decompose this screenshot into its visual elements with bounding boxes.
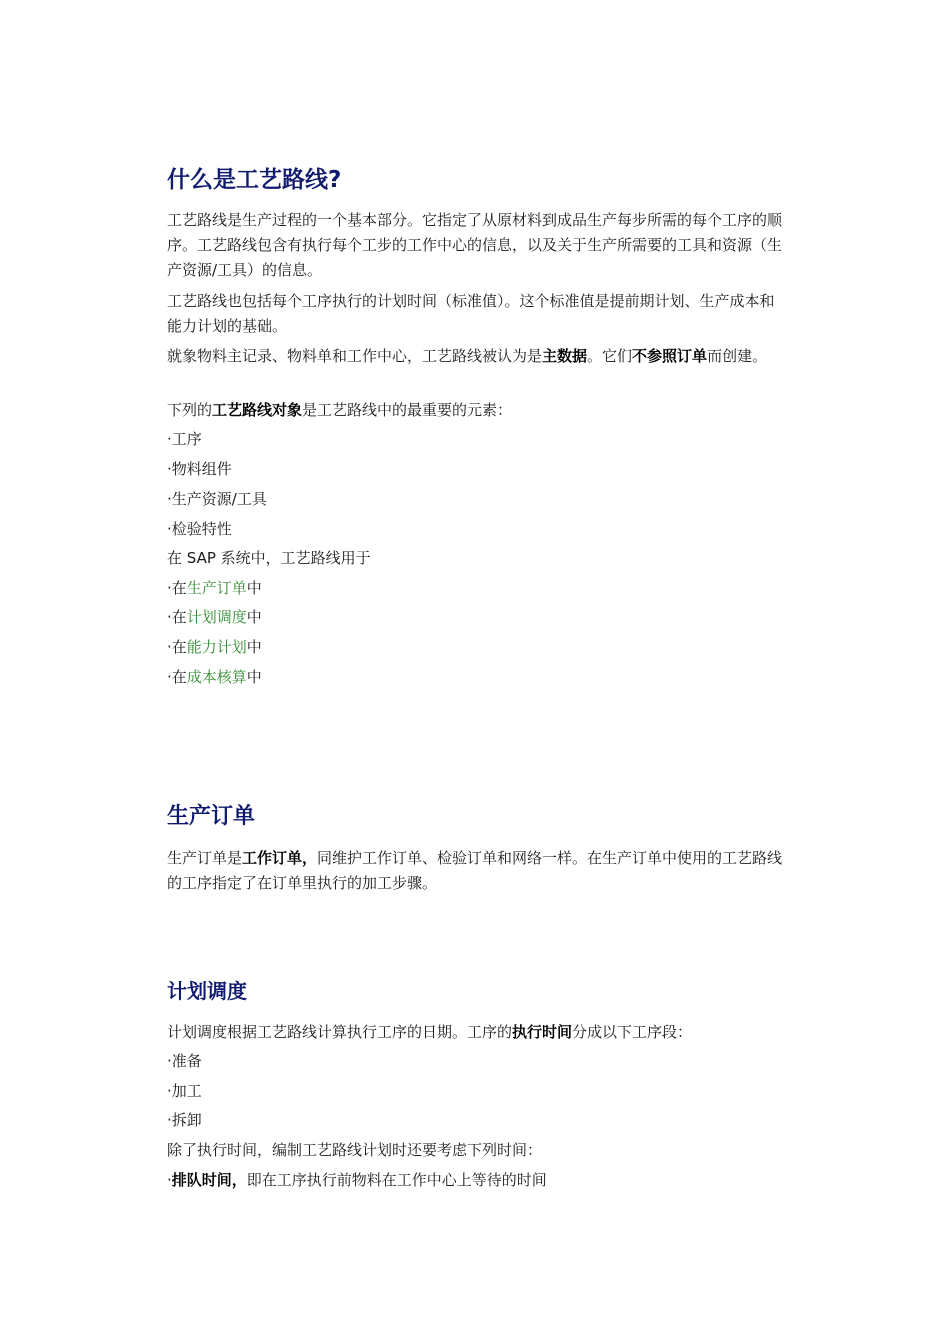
section-title-production-order: 生产订单 — [167, 804, 256, 829]
list-item-segment: ·准备 — [167, 1052, 202, 1070]
text-fragment: 同维护工作订单、检验订单和网络一样。在生产订单中使用的工艺路线的工序指定了在订单里执行的加工步骤。 — [167, 849, 783, 892]
document-page — [167, 0, 787, 1344]
text-fragment: 即在工序执行前物料在工作中心上等待的时间 — [246, 1171, 547, 1189]
paragraph-production-order — [167, 846, 787, 896]
text-fragment: 分成以下工序段： — [572, 1023, 693, 1041]
text-fragment: 中 — [246, 608, 262, 626]
text-fragment: ·在 — [167, 608, 187, 626]
paragraph-master-data — [167, 344, 787, 369]
text-fragment: ·在 — [167, 579, 187, 597]
bold-term-work-order: 工作订单， — [242, 849, 318, 867]
text-fragment: 是工艺路线中的最重要的元素： — [302, 401, 513, 419]
paragraph-routing-standard-values: 工艺路线也包括每个工序执行的计划时间（标准值）。这个标准值是提前期计划、生产成本和能力计划的基础。 — [167, 292, 775, 335]
bold-term-master-data: 主数据 — [542, 347, 588, 365]
text-fragment: 生产订单是 — [167, 849, 243, 867]
text-fragment: 中 — [246, 579, 262, 597]
paragraph-scheduling — [167, 1020, 787, 1045]
list-item-object: ·生产资源/工具 — [167, 490, 267, 508]
list-item-queue-time — [167, 1168, 787, 1193]
paragraph-routing-objects — [167, 398, 787, 423]
text-fragment: 计划调度根据工艺路线计算执行工序的日期。工序的 — [167, 1023, 513, 1041]
text-fragment: 就象物料主记录、物料单和工作中心，工艺路线被认为是 — [167, 347, 543, 365]
bold-term-execution-time: 执行时间 — [512, 1023, 573, 1041]
section-title-routing: 什么是工艺路线? — [167, 167, 342, 193]
list-item-object: ·检验特性 — [167, 520, 232, 538]
text-fragment: 中 — [246, 638, 262, 656]
text-fragment: 中 — [246, 668, 262, 686]
bold-term-queue-time: 排队时间， — [171, 1171, 247, 1189]
list-item-segment: ·加工 — [167, 1082, 202, 1100]
bold-term-routing-objects: 工艺路线对象 — [212, 401, 303, 419]
list-item-segment: ·拆卸 — [167, 1111, 202, 1129]
text-fragment: 下列的 — [167, 401, 213, 419]
list-item-usage — [167, 576, 787, 601]
text-fragment: ·在 — [167, 668, 187, 686]
text-fragment: ·在 — [167, 638, 187, 656]
link-capacity-planning[interactable]: 能力计划 — [186, 638, 247, 656]
list-item-object: ·工序 — [167, 430, 202, 448]
link-production-order[interactable]: 生产订单 — [186, 579, 247, 597]
link-costing[interactable]: 成本核算 — [186, 668, 247, 686]
text-fragment: 而创建。 — [707, 347, 768, 365]
text-fragment: 。它们 — [587, 347, 633, 365]
paragraph-additional-times: 除了执行时间，编制工艺路线计划时还要考虑下列时间： — [167, 1141, 543, 1159]
list-item-usage — [167, 605, 787, 630]
paragraph-routing-definition: 工艺路线是生产过程的一个基本部分。它指定了从原材料到成品生产每步所需的每个工序的顺序。工艺路线包含有执行每个工步的工作中心的信息，以及关于生产所需要的工具和资源（生产资源/工具）的信息。 — [167, 211, 783, 279]
list-item-usage — [167, 635, 787, 660]
list-item-usage — [167, 665, 787, 690]
bold-term-no-order-reference: 不参照订单 — [632, 347, 708, 365]
link-scheduling[interactable]: 计划调度 — [186, 608, 247, 626]
text-fragment: · — [167, 1171, 172, 1189]
paragraph-usage-intro: 在 SAP 系统中，工艺路线用于 — [167, 549, 371, 567]
list-item-object: ·物料组件 — [167, 460, 232, 478]
section-title-scheduling: 计划调度 — [167, 979, 247, 1003]
